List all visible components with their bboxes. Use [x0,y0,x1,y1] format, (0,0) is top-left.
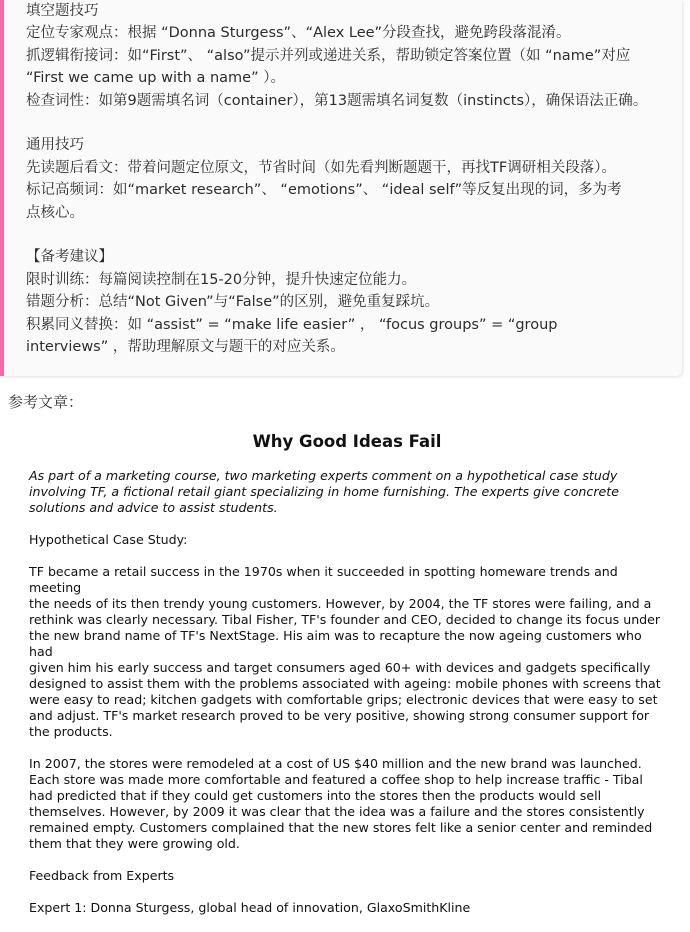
article-body [0,458,690,916]
tip-line: 检查词性：如第9题需填名词（container），第13题需填名词复数（instincts），确保语法正确。 [26,92,648,109]
tips-card [0,0,682,376]
tips-heading-general: 通用技巧 [26,137,84,154]
tips-heading-fill-blank: 填空题技巧 [26,3,99,19]
tip-line: 错题分析：总结“Not Given”与“False”的区别，避免重复踩坑。 [26,294,440,311]
expert-heading: Expert 1: Donna Sturgess, global head of innovation, GlaxoSmithKline [29,900,471,915]
tip-line: 标记高频词：如“market research”、 “emotions”、 “ideal self”等反复出现的词，多为考 [26,182,622,199]
reference-article [0,428,690,932]
article-paragraph: TF became a retail success in the 1970s when it succeeded in spotting homeware trends and meeting the needs of its then trendy young customers. However, by 2004, the TF stores were failing, and a rethink was clearly necessary. Tibal Fisher, TF's founder and CEO, decided to change its focus under the new brand name of TF's NextStage. His aim was to recapture the now ageing customers who had given him his early success and target consumers aged 60+ with devices and gadgets specifically designed to assist them with the problems associated with ageing: mobile phones with screens that were easy to read; kitchen gadgets with comfortable grips; electronic devices that were easy to set and adjust. TF's market research proved to be very positive, showing strong consumer support for the products. [29,564,661,739]
tip-line: “First we came up with a name” ）。 [26,70,285,87]
tip-line: 积累同义替换：如 “assist” = “make life easier” ， “focus groups” = “group [26,316,558,333]
spacer [26,112,676,134]
tips-heading-prep: 【备考建议】 [26,249,113,266]
tip-line: 抓逻辑衔接词：如“First”、 “also”提示并列或递进关系，帮助锁定答案位置（如 “name”对应 [26,47,631,64]
case-study-heading: Hypothetical Case Study: [29,532,188,547]
tip-line: 点核心。 [26,204,84,221]
feedback-heading: Feedback from Experts [29,868,175,883]
tip-line: interviews” ，帮助理解原文与题干的对应关系。 [26,339,345,356]
article-paragraph: In 2007, the stores were remodeled at a cost of US $40 million and the new brand was launched. Each store was made more comfortable and featured a coffee shop to help increase traffic - Tibal had predicted that if they could get customers into the stores then the products would sell themselves. However, by 2009 it was clear that the idea was a failure and the stores consistently remained empty. Customers complained that the new stores felt like a senior center and reminded them that they were growing old. [29,756,653,851]
tip-line: 定位专家观点：根据 “Donna Sturgess”、“Alex Lee”分段查找，避免跨段落混淆。 [26,25,571,42]
reference-label: 参考文章： [8,393,84,411]
tip-line: 先读题后看文：带着问题定位原文，节省时间（如先看判断题题干，再找TF调研相关段落）。 [26,159,616,176]
article-intro: As part of a marketing course, two marketing experts comment on a hypothetical case study involving TF, a fictional retail giant specializing in home furnishing. The experts give concrete solutions and advice to assist students. [29,468,619,515]
spacer [26,224,676,246]
article-title: Why Good Ideas Fail [252,432,442,451]
tip-line: 限时训练：每篇阅读控制在15-20分钟，提升快速定位能力。 [26,271,417,288]
